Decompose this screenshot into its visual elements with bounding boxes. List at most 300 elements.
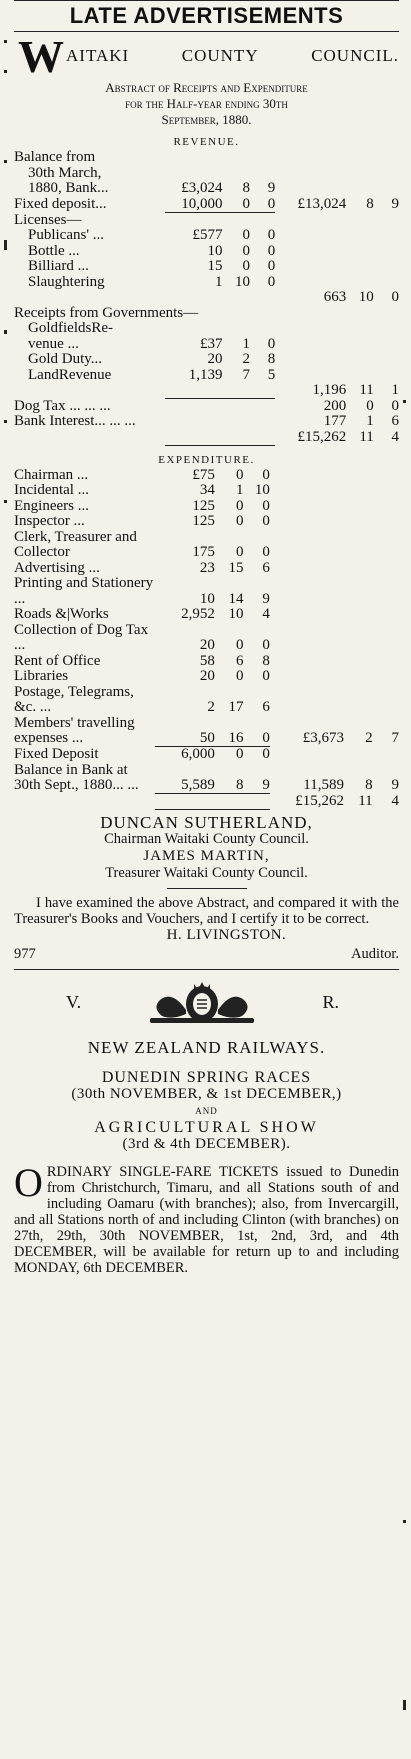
- chairman-title: Chairman Waitaki County Council.: [104, 830, 309, 847]
- revenue-pence: [250, 430, 275, 446]
- expenditure-row: [14, 514, 399, 530]
- revenue-shillings: 0: [242, 258, 251, 274]
- expenditure-total-shillings: [344, 654, 373, 670]
- revenue-total-shillings: [346, 213, 374, 229]
- revenue-pounds: [165, 321, 222, 337]
- revenue-total-pence: [374, 166, 399, 182]
- expenditure-total-pence: [373, 685, 399, 716]
- expenditure-pence: 0: [244, 716, 270, 747]
- revenue-pence: 0: [267, 258, 276, 274]
- revenue-pence: 0: [267, 227, 276, 243]
- expenditure-pence: 9: [244, 763, 270, 794]
- auditor-line: [14, 946, 399, 963]
- revenue-total-pence: 1: [391, 382, 399, 398]
- expenditure-total-shillings: [344, 483, 373, 499]
- expenditure-pence: 9: [262, 590, 270, 607]
- expenditure-pounds: 50: [155, 716, 215, 747]
- revenue-row-label: Licenses—: [14, 211, 82, 228]
- expenditure-row-label: Clerk, Treasurer and Collector: [14, 528, 137, 560]
- revenue-row: [14, 306, 399, 322]
- expenditure-total-pence: 9: [391, 777, 399, 793]
- revenue-row: [14, 244, 399, 260]
- revenue-total-pounds: 177: [323, 413, 347, 429]
- expenditure-total-shillings: [344, 669, 373, 685]
- revenue-pounds: £3,024: [181, 180, 223, 196]
- revenue-row: [14, 368, 399, 384]
- revenue-row-label: [14, 383, 165, 399]
- expenditure-pence: 0: [262, 746, 270, 762]
- revenue-row: [14, 166, 399, 182]
- expenditure-shillings: 10: [228, 606, 244, 622]
- treasurer-title: Treasurer Waitaki County Council.: [105, 864, 308, 881]
- revenue-row-label: Dog Tax ... ... ...: [14, 397, 111, 414]
- expenditure-pounds: £75: [192, 466, 215, 483]
- crest-letter-r: R.: [322, 992, 339, 1012]
- expenditure-pence: 10: [254, 482, 270, 498]
- banner-heading: LATE ADVERTISEMENTS: [69, 3, 344, 28]
- chairman-name: DUNCAN SUTHERLAND,: [100, 812, 313, 832]
- revenue-row-label: GoldfieldsRe-: [28, 320, 113, 336]
- expenditure-row: [14, 747, 399, 763]
- revenue-total-pence: [374, 150, 399, 166]
- expenditure-row: [14, 685, 399, 716]
- revenue-pence: 8: [267, 351, 276, 367]
- expenditure-total-pounds: 11,589: [303, 777, 344, 793]
- revenue-shillings: [223, 166, 251, 182]
- revenue-row: [14, 181, 399, 197]
- revenue-total-pounds: [275, 213, 346, 229]
- expenditure-row-label: Engineers ...: [14, 497, 89, 514]
- expenditure-row: [14, 561, 399, 577]
- expenditure-row: [14, 669, 399, 685]
- expenditure-total-pounds: [270, 576, 344, 607]
- revenue-pounds: [165, 213, 222, 229]
- expenditure-shillings: 0: [236, 637, 244, 653]
- revenue-total-shillings: [346, 150, 374, 166]
- expenditure-shillings: 0: [236, 544, 244, 560]
- expenditure-total-shillings: [344, 499, 373, 515]
- revenue-row: [14, 259, 399, 275]
- expenditure-total-pence: [373, 623, 399, 654]
- revenue-row-label: Balance from: [14, 149, 96, 165]
- expenditure-row: [14, 763, 399, 794]
- races-notice-heading: [14, 1070, 399, 1152]
- revenue-shillings: 0: [242, 242, 251, 259]
- revenue-shillings: 8: [242, 180, 251, 196]
- council-title-word: COUNCIL.: [311, 46, 399, 65]
- revenue-total-shillings: 8: [366, 196, 374, 212]
- ad-number: 977: [14, 945, 36, 962]
- revenue-total-pounds: £15,262: [297, 428, 347, 445]
- revenue-row-label: Publicans' ...: [28, 227, 105, 243]
- revenue-total-pounds: [275, 275, 346, 291]
- tickets-notice-text: RDINARY SINGLE-FARE TICKETS issued to Dunedin from Christchurch, Timaru, and all Stations south of and including Oamaru (with branches); also, from Invercargill, and all Stations north of and including Clinton (with branches) on 27th, 29th, 30th NOVEMBER, 1st, 2nd, 3rd, and 4th DECEMBER, will be available for return up to and including MONDAY, 6th DECEMBER.: [14, 1163, 399, 1276]
- expenditure-total-pence: [373, 561, 399, 577]
- expenditure-row: [14, 499, 399, 515]
- expenditure-total-pence: [373, 499, 399, 515]
- expenditure-pounds: 2: [207, 699, 215, 715]
- expenditure-row: [14, 468, 399, 484]
- revenue-shillings: [223, 430, 251, 446]
- dropcap-w: W: [18, 31, 64, 82]
- auditor-signature: H. LIVINGSTON.: [166, 926, 287, 943]
- abstract-line: September, 1880.: [161, 112, 252, 127]
- expenditure-shillings: [215, 794, 244, 810]
- expenditure-total-pence: 7: [391, 730, 399, 746]
- revenue-total-shillings: [346, 275, 374, 291]
- right-column-rule: [399, 0, 411, 1759]
- council-title-word: AITAKI: [66, 46, 130, 65]
- expenditure-shillings: 0: [236, 466, 244, 483]
- auditor-certificate: I have examined the above Abstract, and compared it with the Treasurer's Books and Vouchers, and I certify it to be correct.: [14, 894, 399, 927]
- expenditure-pounds: 175: [192, 544, 215, 560]
- expenditure-shillings: 0: [236, 746, 244, 762]
- newspaper-column: [14, 0, 399, 1759]
- revenue-total-pounds: [275, 244, 346, 260]
- revenue-total-pounds: [275, 181, 346, 197]
- expenditure-total-shillings: [344, 468, 373, 484]
- expenditure-pounds: 20: [199, 637, 215, 653]
- revenue-heading: REVENUE.: [173, 136, 240, 148]
- expenditure-pounds: 34: [199, 482, 215, 498]
- revenue-total-pence: 0: [391, 289, 399, 305]
- expenditure-total-pounds: [270, 483, 344, 499]
- expenditure-row-label: Balance in Bank at 30th Sept., 1880... ...: [14, 761, 139, 793]
- revenue-total-pounds: [275, 352, 346, 368]
- expenditure-total-shillings: [344, 623, 373, 654]
- revenue-total-pounds: [275, 228, 346, 244]
- revenue-total-pounds: 200: [323, 397, 347, 414]
- expenditure-total-pence: [373, 669, 399, 685]
- short-rule: [167, 888, 247, 889]
- expenditure-pence: 8: [262, 652, 270, 669]
- expenditure-total-shillings: 8: [365, 777, 373, 793]
- revenue-pounds: 20: [207, 351, 223, 367]
- expenditure-pence: 0: [262, 497, 270, 514]
- revenue-total-pounds: 663: [323, 289, 347, 305]
- revenue-total-shillings: [346, 352, 374, 368]
- expenditure-total-pounds: [270, 499, 344, 515]
- expenditure-pounds: 23: [199, 559, 215, 576]
- revenue-total-shillings: [346, 306, 374, 322]
- expenditure-table: [14, 468, 399, 810]
- expenditure-pounds: 6,000: [181, 746, 215, 762]
- expenditure-shillings: 8: [215, 763, 244, 794]
- revenue-row: [14, 150, 399, 166]
- revenue-total-pence: [374, 337, 399, 353]
- expenditure-total-shillings: [344, 514, 373, 530]
- revenue-row-label: venue ...: [28, 335, 79, 352]
- revenue-row: [14, 399, 399, 415]
- revenue-shillings: 1: [242, 335, 251, 352]
- expenditure-row: [14, 654, 399, 670]
- revenue-row: [14, 352, 399, 368]
- expenditure-total-shillings: 2: [365, 730, 373, 746]
- railways-heading: NEW ZEALAND RAILWAYS.: [87, 1037, 326, 1057]
- revenue-total-pence: 4: [391, 428, 399, 445]
- revenue-total-pounds: [275, 150, 346, 166]
- revenue-pence: [250, 166, 275, 182]
- expenditure-row-label: Fixed Deposit: [14, 746, 99, 762]
- expenditure-row-label: Members' travelling expenses ...: [14, 714, 135, 746]
- revenue-total-pounds: [275, 259, 346, 275]
- revenue-total-shillings: 11: [359, 382, 374, 398]
- revenue-total-shillings: [346, 321, 374, 337]
- revenue-pounds: [165, 383, 222, 399]
- expenditure-row-label: Rent of Office: [14, 652, 101, 669]
- revenue-pounds: 15: [207, 258, 223, 274]
- royal-crest-row: [14, 978, 399, 1028]
- revenue-row: [14, 337, 399, 353]
- revenue-row-label: Fixed deposit...: [14, 196, 107, 212]
- expenditure-total-shillings: [344, 530, 373, 561]
- revenue-total-pence: 0: [391, 397, 399, 414]
- revenue-pounds: [165, 150, 222, 166]
- expenditure-total-pence: [373, 654, 399, 670]
- expenditure-row-label: Collection of Dog Tax ...: [14, 621, 149, 653]
- tickets-notice: [14, 1159, 399, 1276]
- revenue-total-pence: [374, 213, 399, 229]
- revenue-row-label: Receipts from Governments—: [14, 304, 199, 321]
- revenue-shillings: 0: [242, 227, 251, 243]
- revenue-row-label: Slaughtering: [28, 273, 105, 290]
- expenditure-pounds: 2,952: [181, 606, 215, 622]
- expenditure-row: [14, 607, 399, 623]
- revenue-pence: 0: [250, 197, 275, 213]
- expenditure-total-pence: [373, 747, 399, 763]
- revenue-total-shillings: 0: [366, 397, 374, 414]
- council-title: [66, 46, 399, 66]
- revenue-shillings: 7: [242, 366, 251, 383]
- expenditure-row: [14, 483, 399, 499]
- expenditure-row-label: Advertising ...: [14, 559, 100, 576]
- expenditure-total-pounds: [270, 654, 344, 670]
- expenditure-pence: [244, 794, 270, 810]
- revenue-total-pence: [374, 321, 399, 337]
- revenue-row-label: Bank Interest... ... ...: [14, 413, 136, 429]
- revenue-total-pounds: [275, 337, 346, 353]
- revenue-pounds: [165, 166, 222, 182]
- expenditure-pounds: 58: [199, 652, 215, 669]
- revenue-pounds: [165, 290, 222, 306]
- expenditure-pounds: [155, 794, 215, 810]
- revenue-pence: [250, 290, 275, 306]
- auditor-label: Auditor.: [351, 945, 399, 962]
- revenue-shillings: [223, 213, 251, 229]
- revenue-pounds: 1,139: [188, 366, 223, 383]
- and-word: AND: [195, 1105, 218, 1116]
- royal-crest-icon: [142, 980, 262, 1026]
- expenditure-shillings: 16: [215, 716, 244, 747]
- revenue-pence: 0: [267, 273, 276, 290]
- left-column-rule: [0, 0, 14, 1759]
- revenue-total-pence: [374, 368, 399, 384]
- races-dates: (30th NOVEMBER, & 1st DECEMBER,): [71, 1085, 342, 1102]
- revenue-pounds: £577: [192, 227, 223, 243]
- expenditure-row-label: Postage, Telegrams, &c. ...: [14, 683, 134, 715]
- revenue-total-shillings: [346, 337, 374, 353]
- council-heading: [14, 31, 399, 82]
- revenue-total-pounds: [275, 368, 346, 384]
- revenue-shillings: 2: [242, 351, 251, 367]
- expenditure-shillings: 17: [228, 699, 244, 715]
- revenue-shillings: [223, 399, 251, 415]
- expenditure-row: [14, 794, 399, 810]
- expenditure-shillings: 0: [236, 497, 244, 514]
- expenditure-total-shillings: [344, 685, 373, 716]
- revenue-row-label: [14, 290, 165, 306]
- revenue-row-label: 1880, Bank...: [28, 180, 109, 196]
- expenditure-pounds: 10: [199, 590, 215, 607]
- revenue-pounds: [165, 414, 222, 430]
- revenue-shillings: [223, 321, 251, 337]
- expenditure-total-pounds: [270, 747, 344, 763]
- expenditure-pence: 6: [262, 699, 270, 715]
- revenue-row-label: LandRevenue: [28, 366, 112, 383]
- revenue-total-pence: [374, 181, 399, 197]
- revenue-pence: [250, 321, 275, 337]
- revenue-total-shillings: 10: [358, 289, 374, 305]
- expenditure-total-pounds: [270, 685, 344, 716]
- expenditure-pounds: 125: [192, 497, 215, 514]
- revenue-total-shillings: [346, 228, 374, 244]
- revenue-pence: 5: [267, 366, 276, 383]
- revenue-pounds: 10: [207, 242, 223, 259]
- expenditure-row-label: Roads &|Works: [14, 606, 109, 622]
- expenditure-pence: 6: [262, 559, 270, 576]
- revenue-pence: [250, 150, 275, 166]
- revenue-pounds: 10,000: [165, 197, 222, 213]
- abstract-subtitle: [16, 80, 397, 128]
- expenditure-row: [14, 623, 399, 654]
- revenue-shillings: [223, 414, 251, 430]
- revenue-total-pence: [374, 275, 399, 291]
- revenue-total-shillings: [346, 166, 374, 182]
- revenue-total-shillings: [346, 259, 374, 275]
- revenue-row: [14, 290, 399, 306]
- revenue-row: [14, 383, 399, 399]
- revenue-row: [14, 414, 399, 430]
- expenditure-shillings: 14: [228, 590, 244, 607]
- signatures: [14, 814, 399, 882]
- revenue-pence: 0: [267, 335, 276, 352]
- expenditure-total-pence: [373, 530, 399, 561]
- revenue-row: [14, 430, 399, 446]
- expenditure-total-pounds: [270, 530, 344, 561]
- expenditure-total-pence: [373, 483, 399, 499]
- expenditure-pence: 0: [262, 513, 270, 529]
- revenue-shillings: 10: [235, 273, 251, 290]
- section-rule: [14, 969, 399, 970]
- expenditure-total-pence: [373, 468, 399, 484]
- revenue-pounds: £37: [200, 335, 223, 352]
- expenditure-total-pounds: [270, 514, 344, 530]
- expenditure-row-label: Incidental ...: [14, 482, 89, 498]
- crest-letter-v: V.: [66, 992, 82, 1012]
- revenue-pence: [250, 414, 275, 430]
- expenditure-total-pounds: [270, 669, 344, 685]
- races-line: DUNEDIN SPRING RACES: [101, 1068, 312, 1086]
- revenue-pence: 0: [267, 242, 276, 259]
- expenditure-shillings: 0: [236, 513, 244, 529]
- expenditure-total-shillings: [344, 561, 373, 577]
- expenditure-pounds: 125: [192, 513, 215, 529]
- revenue-total-shillings: [346, 368, 374, 384]
- expenditure-pence: 0: [262, 466, 270, 483]
- revenue-total-shillings: [346, 244, 374, 260]
- revenue-total-shillings: [346, 181, 374, 197]
- revenue-total-pounds: 1,196: [312, 382, 347, 398]
- expenditure-total-shillings: [344, 576, 373, 607]
- abstract-line: for the Half-year ending 30th: [125, 96, 288, 111]
- expenditure-row: [14, 716, 399, 747]
- abstract-line: Abstract of Receipts and Expenditure: [105, 80, 308, 95]
- expenditure-total-shillings: [344, 747, 373, 763]
- revenue-table: [14, 150, 399, 446]
- revenue-row-label: [14, 430, 165, 446]
- revenue-shillings: [223, 383, 251, 399]
- expenditure-shillings: 6: [236, 652, 244, 669]
- dropcap-o: O: [14, 1159, 43, 1205]
- expenditure-total-pence: [373, 576, 399, 607]
- revenue-total-pounds: [275, 306, 346, 322]
- expenditure-row: [14, 530, 399, 561]
- revenue-total-pounds: [275, 321, 346, 337]
- expenditure-total-pounds: £15,262: [295, 792, 344, 809]
- expenditure-row-label: Chairman ...: [14, 466, 89, 483]
- revenue-total-shillings: 1: [366, 413, 374, 429]
- revenue-total-shillings: 11: [359, 428, 374, 445]
- revenue-shillings: [223, 150, 251, 166]
- revenue-row-label: Bottle ...: [28, 242, 80, 259]
- revenue-pence: 9: [267, 180, 276, 196]
- show-line: AGRICULTURAL SHOW: [94, 1118, 319, 1136]
- show-dates: (3rd & 4th DECEMBER).: [122, 1135, 291, 1152]
- expenditure-pence: 0: [262, 544, 270, 560]
- expenditure-total-pounds: [270, 561, 344, 577]
- expenditure-pounds: 20: [199, 668, 215, 684]
- expenditure-total-shillings: [344, 607, 373, 623]
- revenue-row-label: 30th March,: [28, 164, 102, 181]
- revenue-pence: [250, 383, 275, 399]
- expenditure-total-pounds: [270, 607, 344, 623]
- revenue-total-pence: 9: [391, 196, 399, 212]
- expenditure-total-shillings: 11: [358, 792, 373, 809]
- revenue-row-label: Gold Duty...: [28, 351, 103, 367]
- treasurer-name: JAMES MARTIN,: [143, 847, 270, 864]
- revenue-shillings: [223, 290, 251, 306]
- council-title-word: COUNTY: [181, 46, 259, 65]
- expenditure-row: [14, 576, 399, 607]
- revenue-total-pence: [374, 352, 399, 368]
- expenditure-row-label: Inspector ...: [14, 513, 85, 529]
- expenditure-pence: 4: [262, 606, 270, 622]
- expenditure-shillings: 1: [236, 482, 244, 498]
- expenditure-row-label: Printing and Stationery ...: [14, 575, 154, 607]
- revenue-row: [14, 197, 399, 213]
- banner-rule: [14, 31, 399, 32]
- revenue-row: [14, 275, 399, 291]
- revenue-pounds: [165, 430, 222, 446]
- expenditure-total-pounds: £3,673: [302, 730, 344, 746]
- revenue-row: [14, 228, 399, 244]
- revenue-pounds: 1: [215, 273, 223, 290]
- expenditure-row-label: Libraries: [14, 668, 69, 684]
- revenue-shillings: 0: [223, 197, 251, 213]
- expenditure-shillings: 0: [236, 668, 244, 684]
- revenue-total-pence: [374, 244, 399, 260]
- revenue-pounds: [165, 399, 222, 415]
